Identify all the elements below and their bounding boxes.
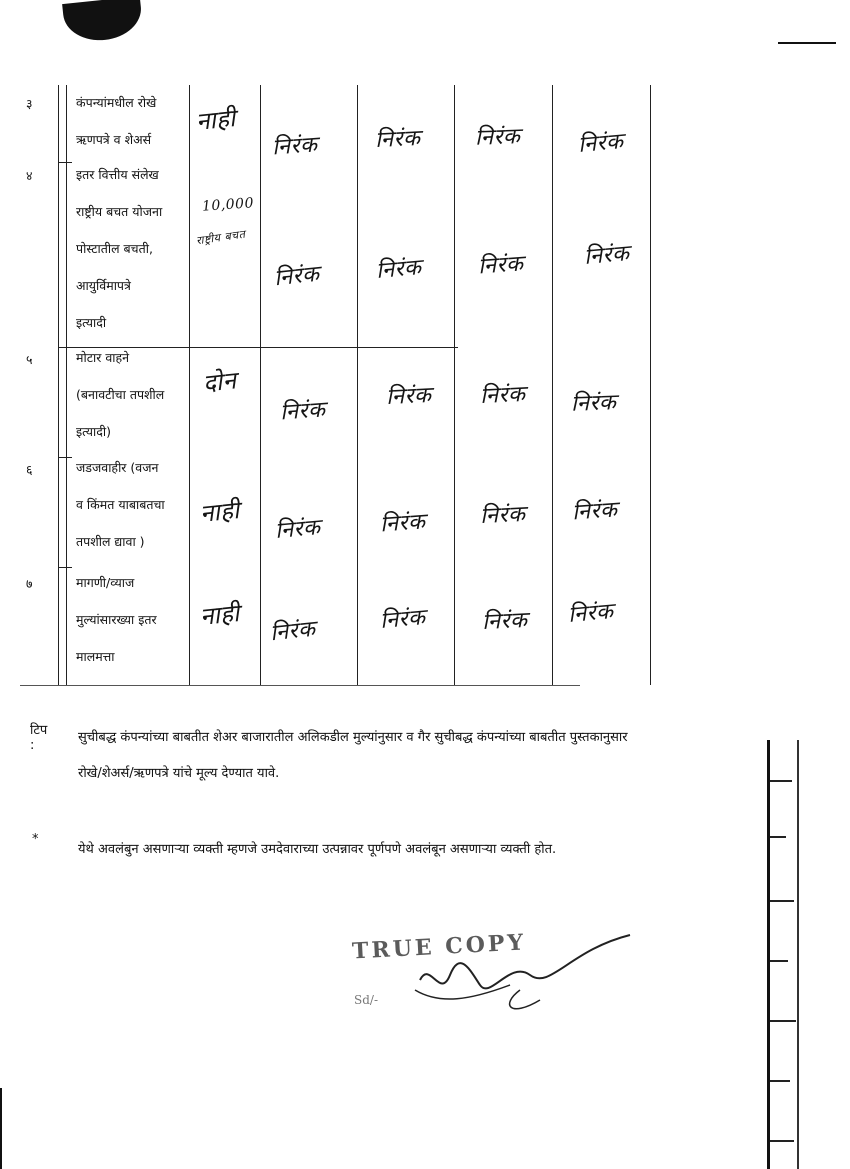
note-text: येथे अवलंबुन असणाऱ्या व्यक्ती म्हणजे उमदेवाराच्या उत्पन्नावर पूर्णपणे अवलंबून असणाऱ्या व्यक्ती होत.	[78, 842, 557, 857]
row-separator	[58, 567, 72, 568]
row-label-line: कंपन्यांमधील रोखे	[76, 95, 157, 110]
family-entry: निरंक	[571, 497, 619, 526]
self-entry-note: राष्ट्रीय बचत	[195, 227, 247, 248]
self-entry: 10,000	[201, 195, 255, 215]
row-label-line: व किंमत याबाबतचा	[76, 497, 165, 512]
row-label-line: मागणी/व्याज	[76, 575, 135, 590]
family-entry: निरंक	[477, 251, 525, 280]
row-label	[76, 564, 188, 675]
row-number: ५	[26, 352, 33, 367]
family-entry: निरंक	[279, 397, 327, 426]
row-separator	[58, 457, 72, 458]
row-label-line: (बनावटीचा तपशील	[76, 387, 165, 402]
family-entry: निरंक	[479, 501, 527, 530]
family-entry: निरंक	[274, 515, 322, 544]
corner-mark-artifact	[778, 42, 836, 44]
family-entry: निरंक	[271, 132, 319, 161]
margin-tick	[770, 836, 786, 838]
row-separator	[58, 162, 72, 163]
family-entry: निरंक	[481, 607, 529, 636]
right-margin-rule	[767, 740, 770, 1169]
family-entry: निरंक	[479, 381, 527, 410]
row-label	[76, 84, 188, 158]
row-label	[76, 339, 188, 450]
asset-table	[0, 85, 850, 690]
table-vline	[260, 85, 261, 685]
row-number: ६	[26, 462, 33, 477]
family-entry: निरंक	[570, 390, 617, 417]
note-marker: टिप :	[30, 723, 48, 753]
stamp-subtext: Sd/-	[354, 993, 378, 1007]
family-entry: निरंक	[374, 125, 422, 154]
family-entry: निरंक	[268, 616, 317, 647]
table-vline	[454, 85, 455, 685]
note-text: सुचीबद्ध कंपन्यांच्या बाबतीत शेअर बाजारातील अलिकडील मुल्यांनुसार व गैर सुचीबद्ध कंपन्यांच्या बाबतीत पुस्तकानुसार रोखे/शेअर्स/ऋणपत्रे यांचे मूल्य देण्यात यावे.	[78, 730, 628, 781]
row-label-line: मुल्यांसारख्या इतर	[76, 612, 157, 627]
row-label-line: मोटार वाहने	[76, 350, 130, 365]
family-entry: निरंक	[379, 605, 427, 634]
table-vline	[58, 85, 59, 685]
true-copy-stamp: TRUE COPY	[351, 929, 527, 965]
family-entry: निरंक	[272, 261, 321, 292]
ink-blot-artifact	[62, 0, 144, 44]
table-vline	[189, 85, 190, 685]
row-label-line: तपशील द्यावा )	[76, 534, 145, 549]
table-bottom-rule	[20, 685, 580, 686]
table-vline	[357, 85, 358, 685]
family-entry: निरंक	[583, 241, 631, 270]
row-label-line: पोस्टातील बचती,	[76, 241, 153, 256]
self-entry: नाही	[194, 104, 237, 136]
row-label-line: जडजवाहीर (वजन	[76, 460, 159, 475]
row-label-line: ऋणपत्रे व शेअर्स	[76, 132, 152, 147]
table-vline	[552, 85, 553, 685]
signature	[400, 930, 640, 1020]
margin-tick	[770, 1140, 794, 1142]
self-entry: दोन	[201, 366, 238, 398]
row-label-line: राष्ट्रीय बचत योजना	[76, 204, 163, 219]
family-entry: निरंक	[385, 382, 433, 411]
self-entry: नाही	[198, 599, 241, 631]
row-label-line: इतर वित्तीय संलेख	[76, 167, 159, 182]
row-label-line: इत्यादी	[76, 315, 107, 330]
margin-tick	[770, 960, 788, 962]
table-vline	[66, 85, 67, 685]
row-label-line: मालमत्ता	[76, 649, 115, 664]
note-marker: *	[32, 832, 39, 847]
row-number: ४	[26, 168, 33, 183]
family-entry: निरंक	[379, 509, 427, 538]
margin-tick	[770, 780, 792, 782]
family-entry: निरंक	[474, 124, 521, 151]
table-vline	[650, 85, 651, 685]
row-number: ३	[26, 96, 33, 111]
margin-tick	[770, 900, 794, 902]
family-entry: निरंक	[375, 255, 423, 284]
family-entry: निरंक	[577, 129, 625, 158]
family-entry: निरंक	[567, 599, 615, 628]
right-margin-rule-secondary	[797, 740, 799, 1169]
self-entry: नाही	[198, 496, 241, 528]
row-label-line: इत्यादी)	[76, 424, 112, 439]
row-label	[76, 156, 188, 341]
margin-tick	[770, 1020, 796, 1022]
row-label-line: आयुर्विमापत्रे	[76, 278, 131, 293]
row-label	[76, 449, 188, 560]
left-margin-rule	[0, 1088, 2, 1169]
margin-tick	[770, 1080, 790, 1082]
row-number: ७	[26, 576, 33, 591]
